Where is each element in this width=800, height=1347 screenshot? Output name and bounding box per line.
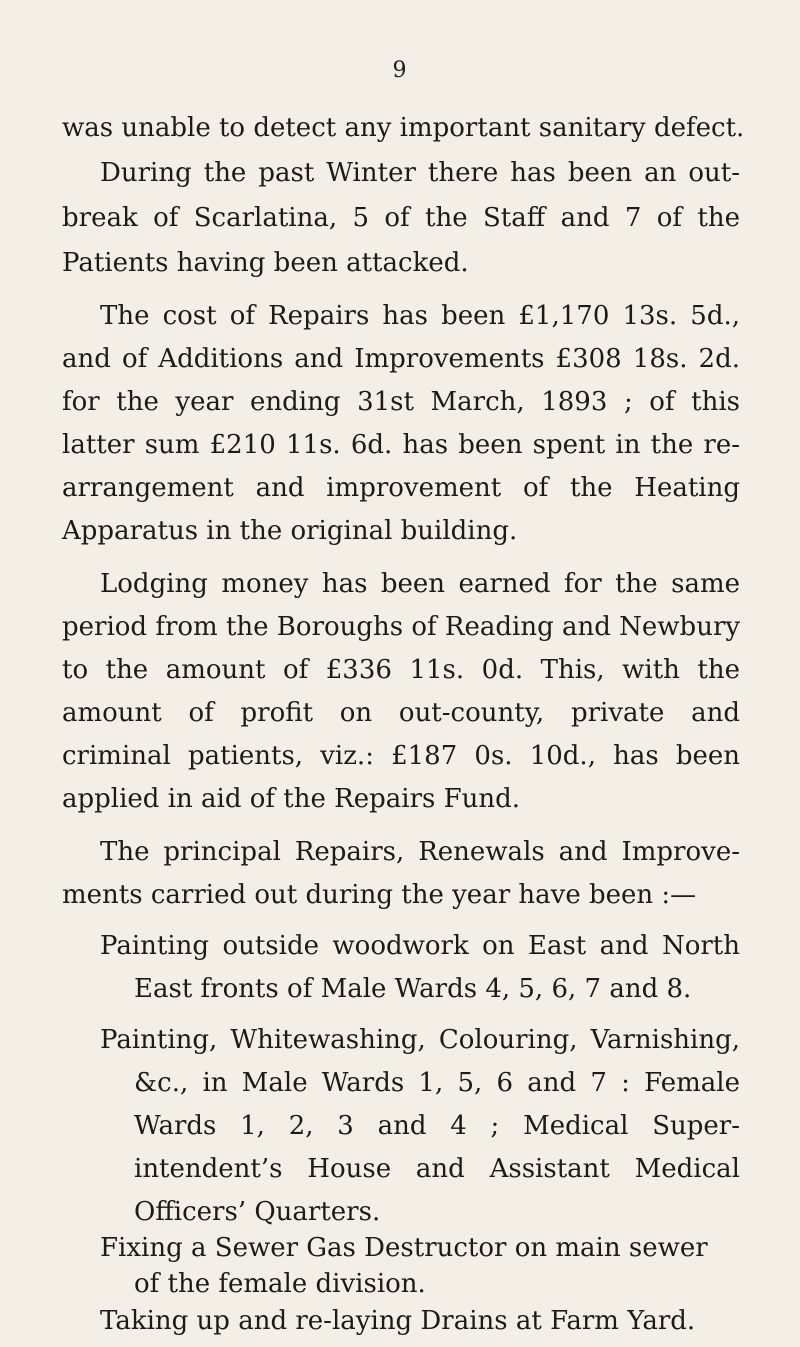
- text-line: period from the Boroughs of Reading and Newbury: [62, 612, 741, 642]
- text-line: was unable to detect any important sanitary defect.: [62, 113, 745, 143]
- text-line: The cost of Repairs has been £1,170 13s. 5d.,: [100, 301, 740, 331]
- text-line: and of Additions and Improvements £308 18s. 2d.: [62, 344, 740, 374]
- text-line: intendent’s House and Assistant Medical: [134, 1154, 740, 1184]
- text-line: &c., in Male Wards 1, 5, 6 and 7 : Female: [134, 1068, 740, 1098]
- text-line: break of Scarlatina, 5 of the Staff and 7 of the: [62, 203, 740, 233]
- text-line: Officers’ Quarters.: [134, 1197, 381, 1227]
- text-line: Painting outside woodwork on East and North: [100, 931, 740, 961]
- text-line: for the year ending 31st March, 1893 ; of this: [62, 387, 740, 417]
- text-line: latter sum £210 11s. 6d. has been spent in the re-: [62, 430, 740, 460]
- text-line: of the female division.: [134, 1269, 426, 1299]
- text-line: to the amount of £336 11s. 0d. This, with the: [62, 655, 740, 685]
- text-line: Lodging money has been earned for the same: [100, 569, 740, 599]
- text-line: Painting, Whitewashing, Colouring, Varnishing,: [100, 1025, 740, 1055]
- text-line: Patients having been attacked.: [62, 248, 469, 278]
- text-line: During the past Winter there has been an out-: [100, 158, 740, 188]
- text-line: East fronts of Male Wards 4, 5, 6, 7 and 8.: [134, 974, 692, 1004]
- text-line: arrangement and improvement of the Heating: [62, 473, 740, 503]
- text-line: amount of profit on out-county, private and: [62, 698, 740, 728]
- text-line: applied in aid of the Repairs Fund.: [62, 784, 521, 814]
- text-line: ments carried out during the year have been :—: [62, 880, 697, 910]
- text-line: Taking up and re-laying Drains at Farm Yard.: [100, 1306, 696, 1336]
- text-line: Apparatus in the original building.: [62, 516, 518, 546]
- text-line: criminal patients, viz.: £187 0s. 10d., has been: [62, 741, 740, 771]
- text-line: The principal Repairs, Renewals and Improve-: [100, 837, 740, 867]
- page-number: 9: [392, 58, 408, 83]
- text-line: Wards 1, 2, 3 and 4 ; Medical Super-: [134, 1111, 740, 1141]
- text-line: Fixing a Sewer Gas Destructor on main sewer: [100, 1233, 708, 1263]
